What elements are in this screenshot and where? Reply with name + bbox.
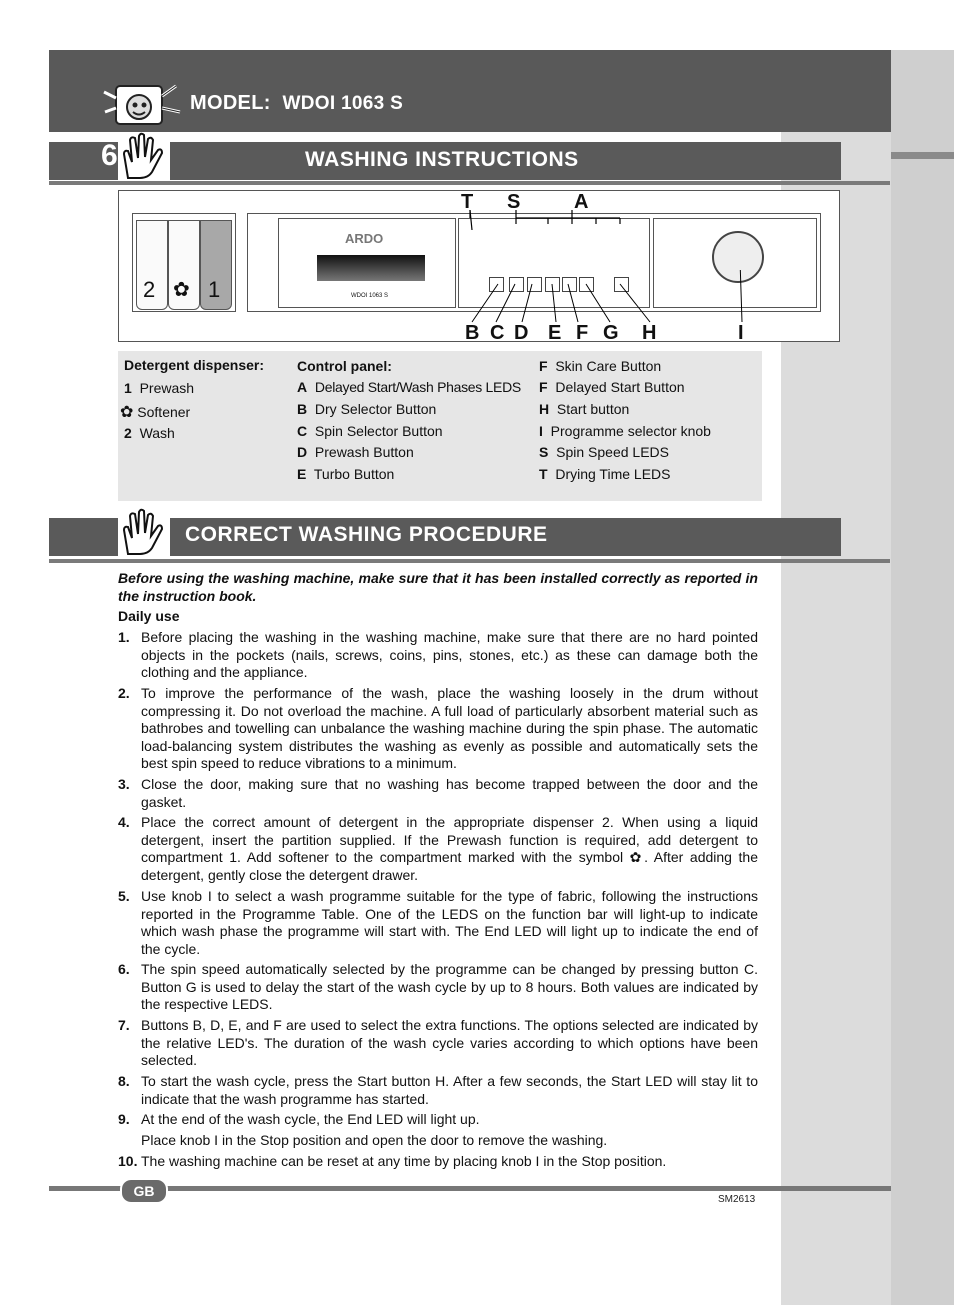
legend-key: B	[297, 401, 308, 417]
legend-label: Drying Time LEDS	[555, 466, 671, 482]
label-c: C	[490, 322, 505, 344]
legend-key: I	[539, 423, 543, 439]
legend-label: Spin Speed LEDS	[556, 444, 669, 460]
item-text: Use knob I to select a wash programme suitable for the type of fabric, following the instructions reported in the Programme Table. One of the LEDS on the function bar will light-up to indicate which wash phase the programme will start with. The End LED will light up to indicate the end of the cycle.	[141, 888, 758, 957]
legend-key: A	[297, 379, 308, 395]
legend-key: F	[539, 379, 548, 395]
item-text: The spin speed automatically selected by the programme can be changed by pressing button C. Button G is used to delay the start of the wash cycle by up to 8 hours. Both values are indicated by the respective LEDS.	[141, 961, 758, 1012]
legend-label: Spin Selector Button	[314, 423, 443, 439]
pointer-lines-bottom	[460, 270, 760, 330]
language-badge: GB	[120, 1178, 168, 1204]
legend-item	[539, 358, 661, 374]
item-number: 7.	[118, 1017, 130, 1033]
item-number: 6.	[118, 961, 130, 977]
dispenser-label: Prewash	[139, 380, 195, 396]
legend-item	[297, 423, 443, 439]
item-text: Buttons B, D, E, and F are used to select the extra functions. The options selected are indicated by the relative LED's. The duration of the wash cycle varies according to which options have been selected.	[141, 1017, 758, 1068]
page-number: 6	[101, 139, 118, 172]
item-number: 9.	[118, 1111, 130, 1127]
legend-item	[297, 379, 521, 395]
legend-label: Prewash Button	[314, 444, 414, 460]
label-i: I	[738, 322, 744, 344]
item-text: To start the wash cycle, press the Start button H. After a few seconds, the Start LED will stay lit to indicate that the wash programme has started.	[141, 1073, 758, 1107]
document-code: SM2613	[718, 1194, 756, 1205]
list-item	[118, 1017, 758, 1070]
panel-title: Control panel:	[297, 358, 392, 374]
dispenser-key: 2	[124, 425, 132, 441]
list-item	[118, 961, 758, 1014]
list-item	[118, 888, 758, 958]
compartment-1-mark: 1	[208, 277, 221, 302]
list-item	[118, 814, 758, 884]
label-t: T	[461, 191, 474, 213]
list-item	[118, 776, 758, 811]
softener-icon: ✿	[120, 404, 134, 421]
legend-key: S	[539, 444, 549, 460]
model-value: WDOI 1063 S	[282, 93, 404, 114]
label-b: B	[465, 322, 480, 344]
dispenser-item	[124, 380, 194, 396]
label-h: H	[642, 322, 657, 344]
list-item	[118, 629, 758, 682]
dispenser-item	[124, 425, 175, 441]
legend-item	[539, 401, 629, 417]
compartment-2-mark: 2	[143, 277, 156, 302]
dispenser-key: 1	[124, 380, 132, 396]
label-f: F	[576, 322, 589, 344]
legend-key: E	[297, 466, 307, 482]
model-title	[190, 92, 403, 115]
compartment-1	[200, 220, 232, 310]
item-text: To improve the performance of the wash, place the washing loosely in the drum without compressing it. Do not overload the machine. A full load of particularly absorbent material such as bathrobes and towelling can unbalance the washing machine during the spin phase. The automatic load-balancing system distributes the washing as evenly as possible and automatically sets the best spin speed to reduce vibrations to a minimum.	[141, 685, 758, 771]
brand-logo: ARDO	[345, 231, 384, 246]
legend-item	[297, 401, 436, 417]
hand-icon-box	[118, 132, 170, 180]
hand-icon-box	[118, 507, 170, 557]
softener-icon: ✿	[173, 279, 190, 301]
section-underline	[49, 559, 890, 563]
list-item	[118, 1073, 758, 1108]
label-s: S	[507, 191, 521, 213]
label-a: A	[574, 191, 589, 213]
dispenser-label: Wash	[139, 425, 175, 441]
item-number: 3.	[118, 776, 130, 792]
item-text: Place the correct amount of detergent in the appropriate dispenser 2. When using a liquid detergent, insert the partition supplied. If the Prewash function is required, add detergent to compartment 1. Add softener to the compartment marked with the symbol ✿. After adding the detergent, gently close the detergent drawer.	[141, 814, 758, 883]
dispenser-label: Softener	[137, 404, 191, 420]
hand-icon	[118, 132, 170, 180]
item-number: 10.	[118, 1153, 138, 1169]
model-label: MODEL:	[190, 92, 271, 114]
legend-key: D	[297, 444, 308, 460]
item-text: Place knob I in the Stop position and open the door to remove the washing.	[141, 1132, 608, 1148]
hand-icon	[118, 507, 170, 557]
section-underline	[49, 181, 890, 185]
side-strip-inner	[891, 50, 954, 1305]
item-number: 2.	[118, 685, 130, 701]
label-g: G	[603, 322, 619, 344]
side-notch	[891, 152, 954, 159]
item-text: The washing machine can be reset at any time by placing knob I in the Stop position.	[141, 1153, 667, 1169]
list-item	[118, 1132, 758, 1150]
dispenser-title: Detergent dispenser:	[124, 357, 265, 373]
compartment-softener	[168, 220, 200, 310]
label-d: D	[514, 322, 529, 344]
item-number: 4.	[118, 814, 130, 830]
legend-item	[297, 466, 394, 482]
list-item	[118, 685, 758, 773]
model-small: WDOI 1063 S	[351, 293, 389, 299]
item-number: 5.	[118, 888, 130, 904]
legend-item	[539, 423, 711, 439]
list-item	[118, 1153, 758, 1171]
legend-label: Dry Selector Button	[314, 401, 437, 417]
compartment-2	[136, 220, 168, 310]
item-text: Before placing the washing in the washing machine, make sure that there are no hard pointed objects in the pockets (nails, screws, coins, pins, stones, etc.) as these can damage both the clothing and the appliance.	[141, 629, 758, 680]
display-area	[278, 218, 456, 308]
section-title-correct-procedure: CORRECT WASHING PROCEDURE	[185, 523, 548, 546]
legend-key: T	[539, 466, 548, 482]
legend-key: F	[539, 358, 548, 374]
legend-key: H	[539, 401, 550, 417]
section-title-washing-instructions: WASHING INSTRUCTIONS	[305, 148, 579, 171]
label-e: E	[548, 322, 562, 344]
legend-item	[539, 379, 685, 395]
legend-label: Skin Care Button	[555, 358, 662, 374]
item-text: Close the door, making sure that no washing has become trapped between the door and the gasket.	[141, 776, 758, 810]
legend-item	[539, 444, 669, 460]
list-item	[118, 1111, 758, 1129]
legend-item	[297, 444, 414, 460]
footer-line	[49, 1186, 891, 1191]
legend-label: Delayed Start Button	[555, 379, 685, 395]
washing-machine-mascot-icon	[102, 78, 186, 128]
intro-text: Before using the washing machine, make sure that it has been installed correctly as reported in the instruction book.	[118, 570, 758, 604]
item-number: 1.	[118, 629, 130, 645]
legend-item	[539, 466, 671, 482]
dispenser-item	[120, 402, 190, 422]
item-text: At the end of the wash cycle, the End LED will light up.	[141, 1111, 480, 1127]
legend-key: C	[297, 423, 308, 439]
item-number: 8.	[118, 1073, 130, 1089]
daily-use-heading: Daily use	[118, 608, 180, 624]
legend-label: Turbo Button	[313, 466, 395, 482]
display-screen	[317, 255, 425, 281]
legend-label: Start button	[556, 401, 630, 417]
legend-label: Programme selector knob	[550, 423, 711, 439]
legend-label: Delayed Start/Wash Phases LEDS	[314, 379, 521, 395]
